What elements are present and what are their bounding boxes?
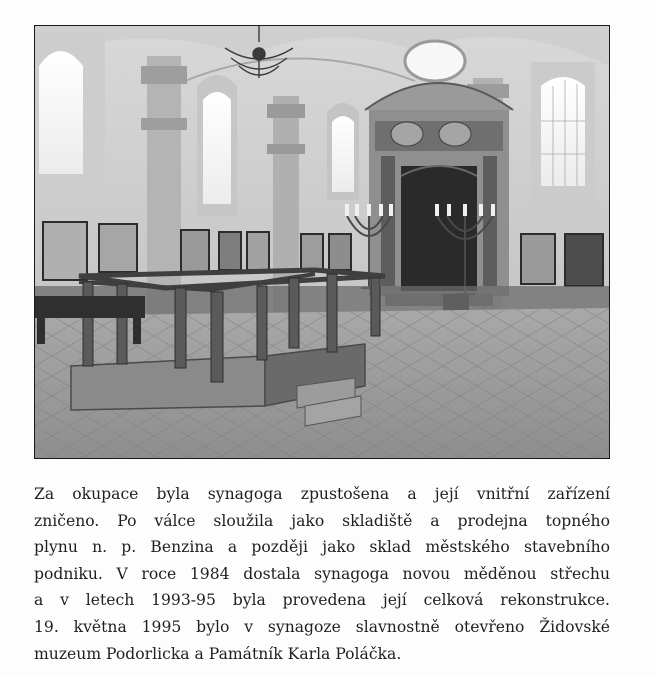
caption-line: muzeum Podorlicka a Památník Karla Poláčka.: [34, 644, 402, 663]
window-middle-right: [332, 116, 354, 192]
caption-line: zničeno. Po válce sloužila jako skladiště a prodejna topného: [34, 511, 610, 530]
caption-line: 19. května 1995 bylo v synagoze slavnostně otevřeno Židovské: [34, 617, 610, 636]
bench: [35, 296, 145, 318]
caption-line: podniku. V roce 1984 dostala synagoga novou měděnou střechu: [34, 564, 610, 583]
window-right: [541, 77, 585, 186]
pilaster: [147, 56, 181, 321]
window-middle-left: [203, 92, 231, 204]
caption-line: plynu n. p. Benzina a později jako sklad městského stavebního: [34, 538, 610, 557]
oculus-window: [405, 41, 465, 81]
torah-ark: [365, 83, 513, 306]
caption-line: a v letech 1993-95 byla provedena její celková rekonstrukce.: [34, 591, 610, 610]
caption-text: [34, 481, 610, 667]
photo-illustration: [35, 26, 609, 458]
caption-line: Za okupace byla synagoga zpustošena a její vnitřní zařízení: [34, 485, 610, 503]
window-left: [39, 51, 83, 174]
synagogue-interior-photo: [34, 25, 610, 459]
